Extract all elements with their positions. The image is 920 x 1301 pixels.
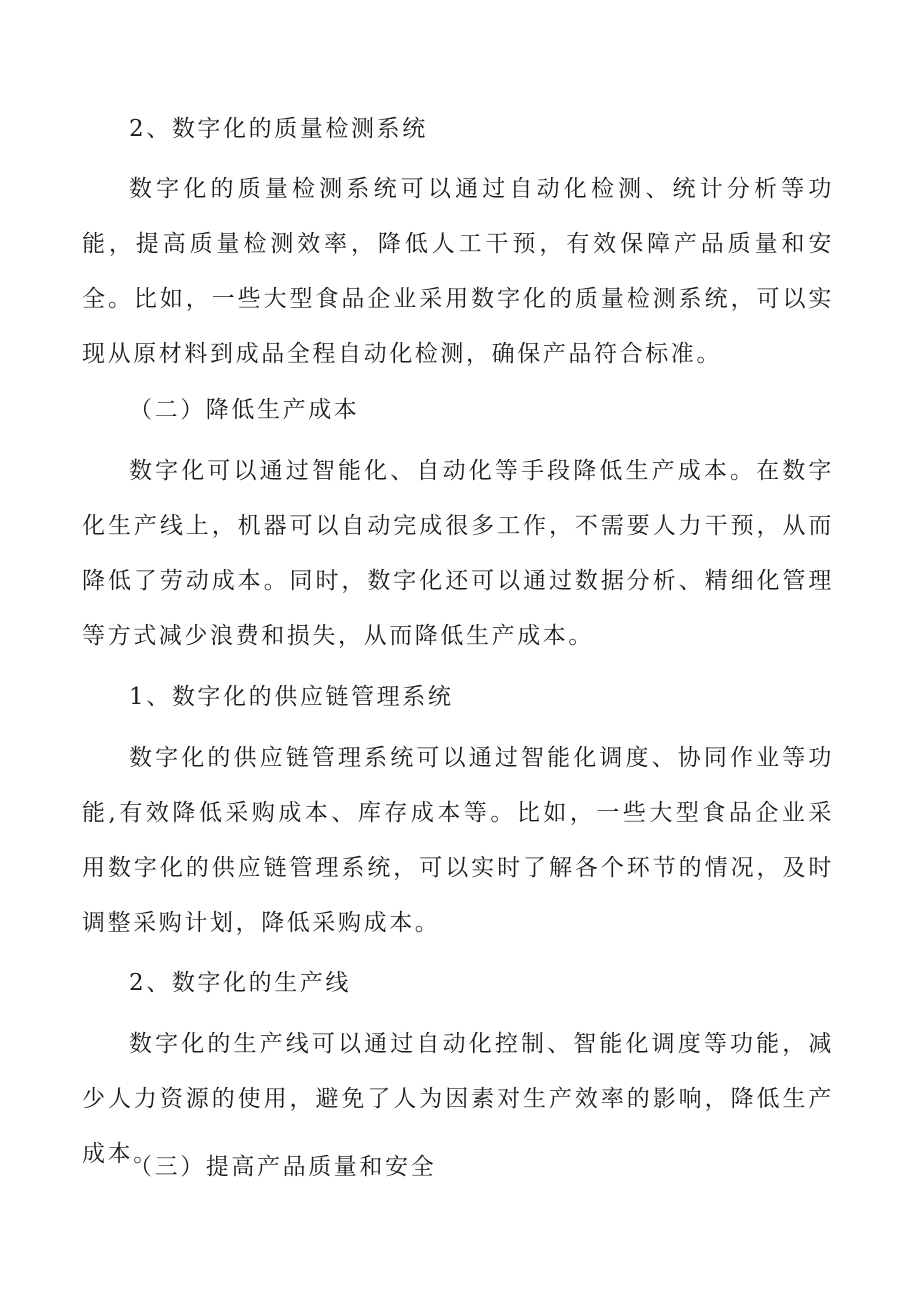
paragraph-supply-chain: 数字化的供应链管理系统可以通过智能化调度、协同作业等功能,有效降低采购成本、库存成本等。比如，一些大型食品企业采用数字化的供应链管理系统，可以实时了解各个环节的情况，及时调整采购计划，降低采购成本。 [82, 745, 834, 936]
paragraph-reduce-cost: 数字化可以通过智能化、自动化等手段降低生产成本。在数字化生产线上，机器可以自动完成很多工作，不需要人力干预，从而降低了劳动成本。同时，数字化还可以通过数据分析、精细化管理等方式减少浪费和损失，从而降低生产成本。 [82, 458, 834, 649]
heading-supply-chain: 1、数字化的供应链管理系统 [129, 684, 454, 710]
heading-quality-system: 2、数字化的质量检测系统 [129, 116, 428, 142]
heading-production-line: 2、数字化的生产线 [129, 970, 352, 996]
section-heading-quality-safety: （三）提高产品质量和安全 [129, 1154, 437, 1180]
paragraph-production-line: 数字化的生产线可以通过自动化控制、智能化调度等功能，减少人力资源的使用，避免了人为因素对生产效率的影响，降低生产成本。 [82, 1031, 834, 1167]
section-heading-reduce-cost: （二）降低生产成本 [129, 397, 360, 423]
paragraph-quality-system: 数字化的质量检测系统可以通过自动化检测、统计分析等功能，提高质量检测效率，降低人工干预，有效保障产品质量和安全。比如，一些大型食品企业采用数字化的质量检测系统，可以实现从原材料到成品全程自动化检测，确保产品符合标准。 [82, 176, 834, 367]
